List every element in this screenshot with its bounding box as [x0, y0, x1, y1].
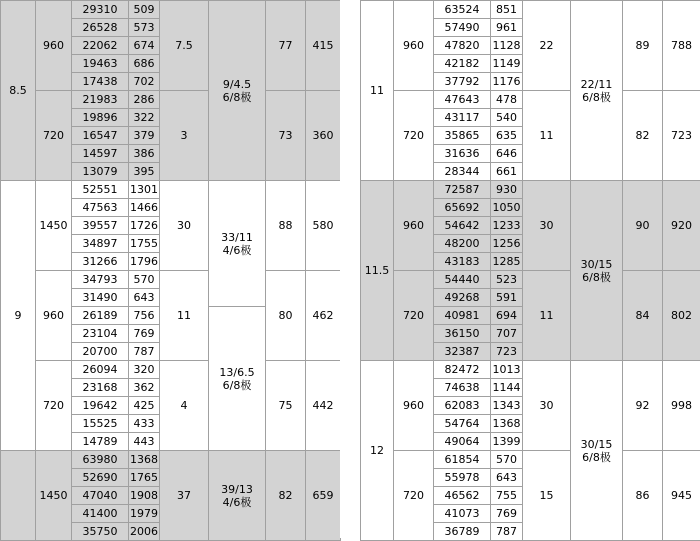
value-a-cell: 35865: [434, 127, 491, 145]
value-b-cell: 674: [129, 37, 160, 55]
power-cell: 11: [523, 91, 571, 181]
value-a-cell: 19896: [72, 109, 129, 127]
power-cell: 11: [523, 271, 571, 361]
motor-spec-cell: 9/4.5 6/8极: [209, 1, 266, 181]
efficiency-cell: 73: [266, 91, 306, 181]
value-a-cell: 26528: [72, 19, 129, 37]
value-b-cell: 478: [491, 91, 523, 109]
value-b-cell: 635: [491, 127, 523, 145]
weight-cell: 462: [306, 271, 341, 361]
value-a-cell: 72587: [434, 181, 491, 199]
value-b-cell: 643: [129, 289, 160, 307]
power-cell: 15: [523, 451, 571, 541]
value-b-cell: 702: [129, 73, 160, 91]
value-a-cell: 52551: [72, 181, 129, 199]
value-a-cell: 55978: [434, 469, 491, 487]
value-a-cell: 14789: [72, 433, 129, 451]
value-a-cell: 40981: [434, 307, 491, 325]
value-a-cell: 15525: [72, 415, 129, 433]
value-b-cell: 433: [129, 415, 160, 433]
group-label-cell: 9: [1, 181, 36, 451]
efficiency-cell: 90: [623, 181, 663, 271]
value-a-cell: 52690: [72, 469, 129, 487]
power-cell: 7.5: [160, 1, 209, 91]
left-spec-table-panel: [0, 0, 340, 538]
efficiency-cell: 88: [266, 181, 306, 271]
value-a-cell: 32387: [434, 343, 491, 361]
speed-cell: 960: [36, 1, 72, 91]
speed-cell: 960: [36, 271, 72, 361]
value-b-cell: 643: [491, 469, 523, 487]
power-cell: 30: [160, 181, 209, 271]
value-b-cell: 1796: [129, 253, 160, 271]
table-row: [1, 271, 341, 289]
table-row: [1, 451, 341, 469]
value-a-cell: 31636: [434, 145, 491, 163]
right-spec-table-panel: [360, 0, 700, 538]
motor-spec-cell: 30/15 6/8极: [571, 181, 623, 361]
value-b-cell: 787: [491, 523, 523, 541]
value-b-cell: 1979: [129, 505, 160, 523]
value-b-cell: 1466: [129, 199, 160, 217]
efficiency-cell: 89: [623, 1, 663, 91]
value-a-cell: 43183: [434, 253, 491, 271]
speed-cell: 1450: [36, 181, 72, 271]
value-b-cell: 1233: [491, 217, 523, 235]
value-a-cell: 17438: [72, 73, 129, 91]
weight-cell: 802: [663, 271, 700, 361]
value-b-cell: 769: [129, 325, 160, 343]
table-row: [1, 361, 341, 379]
value-b-cell: 661: [491, 163, 523, 181]
value-a-cell: 54642: [434, 217, 491, 235]
value-b-cell: 395: [129, 163, 160, 181]
weight-cell: 945: [663, 451, 700, 541]
efficiency-cell: 77: [266, 1, 306, 91]
value-a-cell: 54440: [434, 271, 491, 289]
value-b-cell: 787: [129, 343, 160, 361]
value-a-cell: 62083: [434, 397, 491, 415]
table-row: [361, 271, 700, 289]
value-b-cell: 523: [491, 271, 523, 289]
power-cell: 37: [160, 451, 209, 541]
value-a-cell: 54764: [434, 415, 491, 433]
weight-cell: 920: [663, 181, 700, 271]
speed-cell: 720: [394, 451, 434, 541]
value-a-cell: 48200: [434, 235, 491, 253]
value-a-cell: 46562: [434, 487, 491, 505]
value-b-cell: 1285: [491, 253, 523, 271]
value-a-cell: 36150: [434, 325, 491, 343]
value-b-cell: 961: [491, 19, 523, 37]
value-a-cell: 47040: [72, 487, 129, 505]
value-b-cell: 1343: [491, 397, 523, 415]
value-b-cell: 694: [491, 307, 523, 325]
speed-cell: 720: [394, 91, 434, 181]
value-b-cell: 1908: [129, 487, 160, 505]
value-b-cell: 425: [129, 397, 160, 415]
value-a-cell: 26094: [72, 361, 129, 379]
efficiency-cell: 82: [266, 451, 306, 541]
value-b-cell: 2006: [129, 523, 160, 541]
value-a-cell: 23104: [72, 325, 129, 343]
power-cell: 30: [523, 361, 571, 451]
value-a-cell: 39557: [72, 217, 129, 235]
group-label-cell: 8.5: [1, 1, 36, 181]
value-b-cell: 930: [491, 181, 523, 199]
value-a-cell: 41073: [434, 505, 491, 523]
table-row: [1, 1, 341, 19]
panel-divider: [340, 0, 360, 538]
value-a-cell: 82472: [434, 361, 491, 379]
value-b-cell: 1050: [491, 199, 523, 217]
table-row: [361, 181, 700, 199]
value-b-cell: 707: [491, 325, 523, 343]
speed-cell: 720: [36, 361, 72, 451]
value-a-cell: 35750: [72, 523, 129, 541]
motor-spec-cell: 39/13 4/6极: [209, 451, 266, 541]
value-b-cell: 1176: [491, 73, 523, 91]
table-row: [361, 91, 700, 109]
value-b-cell: 570: [129, 271, 160, 289]
value-b-cell: 1765: [129, 469, 160, 487]
efficiency-cell: 84: [623, 271, 663, 361]
left-spec-table: [0, 0, 341, 541]
efficiency-cell: 80: [266, 271, 306, 361]
efficiency-cell: 86: [623, 451, 663, 541]
efficiency-cell: 75: [266, 361, 306, 451]
power-cell: 4: [160, 361, 209, 451]
value-a-cell: 22062: [72, 37, 129, 55]
value-a-cell: 47643: [434, 91, 491, 109]
power-cell: 30: [523, 181, 571, 271]
value-b-cell: 443: [129, 433, 160, 451]
value-b-cell: 755: [491, 487, 523, 505]
value-b-cell: 1144: [491, 379, 523, 397]
value-a-cell: 42182: [434, 55, 491, 73]
value-b-cell: 756: [129, 307, 160, 325]
value-a-cell: 74638: [434, 379, 491, 397]
value-b-cell: 320: [129, 361, 160, 379]
value-a-cell: 16547: [72, 127, 129, 145]
value-a-cell: 61854: [434, 451, 491, 469]
speed-cell: 960: [394, 361, 434, 451]
group-label-cell: 12: [361, 361, 394, 541]
value-a-cell: 14597: [72, 145, 129, 163]
table-row: [361, 451, 700, 469]
value-a-cell: 31266: [72, 253, 129, 271]
value-a-cell: 36789: [434, 523, 491, 541]
weight-cell: 442: [306, 361, 341, 451]
table-row: [361, 361, 700, 379]
table-row: [1, 91, 341, 109]
value-b-cell: 286: [129, 91, 160, 109]
value-a-cell: 31490: [72, 289, 129, 307]
group-label-cell: 11.5: [361, 181, 394, 361]
right-spec-table: [360, 0, 700, 541]
value-a-cell: 47563: [72, 199, 129, 217]
value-a-cell: 34897: [72, 235, 129, 253]
value-b-cell: 591: [491, 289, 523, 307]
value-b-cell: 723: [491, 343, 523, 361]
value-b-cell: 1013: [491, 361, 523, 379]
value-b-cell: 1149: [491, 55, 523, 73]
value-a-cell: 49268: [434, 289, 491, 307]
value-b-cell: 769: [491, 505, 523, 523]
value-b-cell: 1301: [129, 181, 160, 199]
value-a-cell: 20700: [72, 343, 129, 361]
value-b-cell: 1368: [491, 415, 523, 433]
value-b-cell: 322: [129, 109, 160, 127]
value-b-cell: 1399: [491, 433, 523, 451]
value-a-cell: 21983: [72, 91, 129, 109]
value-a-cell: 28344: [434, 163, 491, 181]
value-a-cell: 23168: [72, 379, 129, 397]
value-b-cell: 362: [129, 379, 160, 397]
value-b-cell: 540: [491, 109, 523, 127]
value-a-cell: 26189: [72, 307, 129, 325]
value-a-cell: 49064: [434, 433, 491, 451]
value-a-cell: 19463: [72, 55, 129, 73]
value-a-cell: 34793: [72, 271, 129, 289]
value-a-cell: 63980: [72, 451, 129, 469]
value-b-cell: 570: [491, 451, 523, 469]
motor-spec-cell: 22/11 6/8极: [571, 1, 623, 181]
group-label-cell: 11: [361, 1, 394, 181]
efficiency-cell: 92: [623, 361, 663, 451]
weight-cell: 998: [663, 361, 700, 451]
value-a-cell: 37792: [434, 73, 491, 91]
value-a-cell: 57490: [434, 19, 491, 37]
weight-cell: 659: [306, 451, 341, 541]
motor-spec-cell: 30/15 6/8极: [571, 361, 623, 541]
value-b-cell: 646: [491, 145, 523, 163]
weight-cell: 360: [306, 91, 341, 181]
speed-cell: 720: [36, 91, 72, 181]
power-cell: 11: [160, 271, 209, 361]
value-a-cell: 41400: [72, 505, 129, 523]
weight-cell: 788: [663, 1, 700, 91]
value-b-cell: 851: [491, 1, 523, 19]
speed-cell: 960: [394, 181, 434, 271]
weight-cell: 580: [306, 181, 341, 271]
motor-spec-cell: 13/6.5 6/8极: [209, 307, 266, 451]
value-b-cell: 1755: [129, 235, 160, 253]
value-b-cell: 386: [129, 145, 160, 163]
value-a-cell: 43117: [434, 109, 491, 127]
power-cell: 22: [523, 1, 571, 91]
table-row: [1, 181, 341, 199]
motor-spec-cell: 33/11 4/6极: [209, 181, 266, 307]
speed-cell: 720: [394, 271, 434, 361]
value-b-cell: 1726: [129, 217, 160, 235]
power-cell: 3: [160, 91, 209, 181]
value-b-cell: 1128: [491, 37, 523, 55]
value-b-cell: 379: [129, 127, 160, 145]
weight-cell: 723: [663, 91, 700, 181]
value-b-cell: 1256: [491, 235, 523, 253]
value-b-cell: 509: [129, 1, 160, 19]
value-a-cell: 29310: [72, 1, 129, 19]
value-a-cell: 65692: [434, 199, 491, 217]
value-b-cell: 1368: [129, 451, 160, 469]
table-row: [361, 1, 700, 19]
value-a-cell: 47820: [434, 37, 491, 55]
speed-cell: 1450: [36, 451, 72, 541]
weight-cell: 415: [306, 1, 341, 91]
value-b-cell: 573: [129, 19, 160, 37]
efficiency-cell: 82: [623, 91, 663, 181]
group-label-cell: [1, 451, 36, 541]
speed-cell: 960: [394, 1, 434, 91]
value-a-cell: 19642: [72, 397, 129, 415]
value-b-cell: 686: [129, 55, 160, 73]
value-a-cell: 63524: [434, 1, 491, 19]
value-a-cell: 13079: [72, 163, 129, 181]
